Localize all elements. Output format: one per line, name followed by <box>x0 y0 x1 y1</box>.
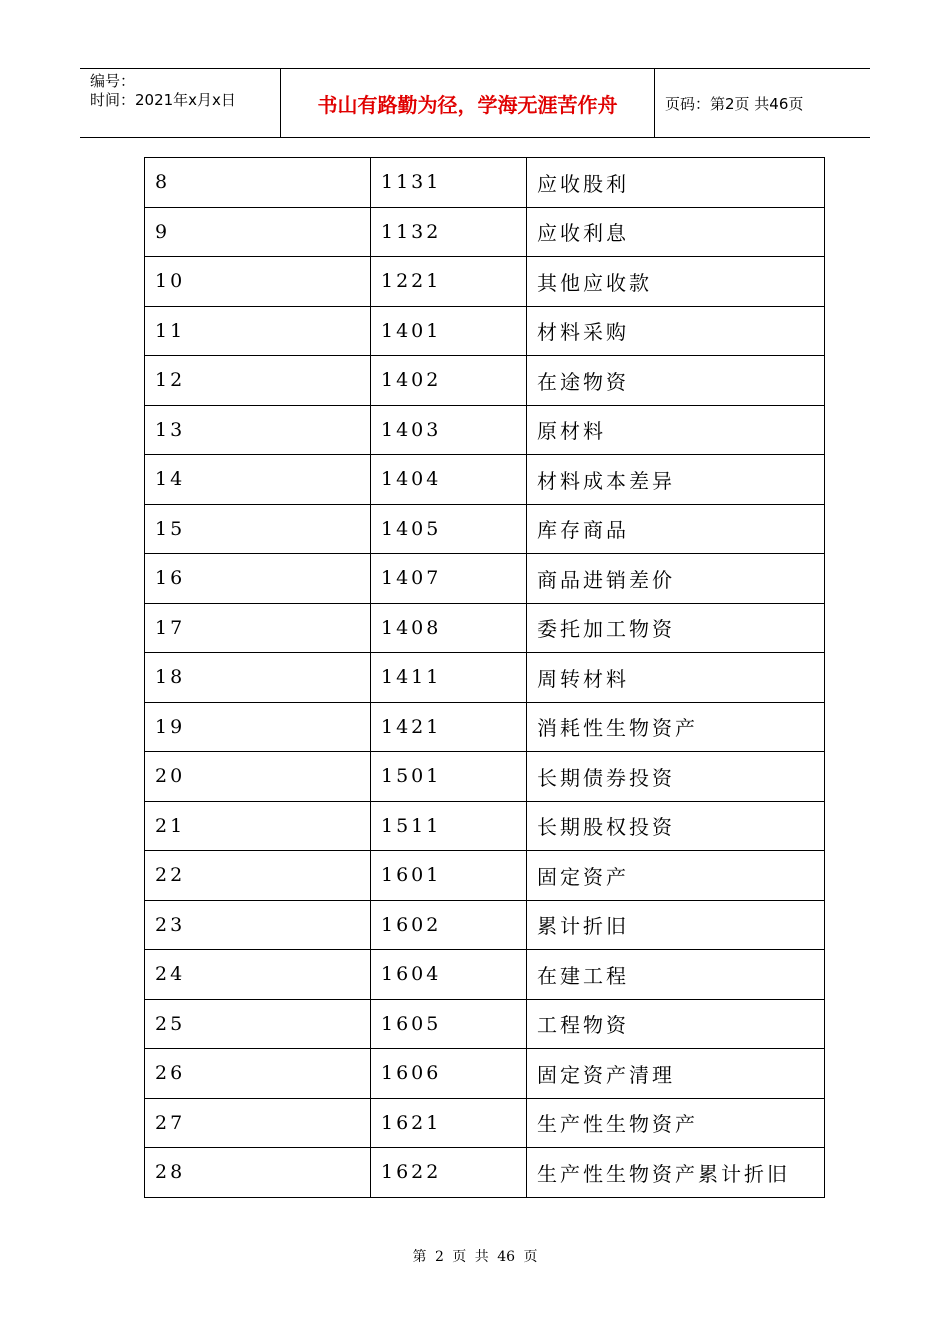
page-header <box>80 68 870 138</box>
row-number-cell: 10 <box>145 257 371 307</box>
row-number-cell: 17 <box>145 603 371 653</box>
table-row <box>145 158 825 208</box>
account-code-cell: 1407 <box>371 554 527 604</box>
account-name-cell: 周转材料 <box>527 653 825 703</box>
account-code-cell: 1621 <box>371 1098 527 1148</box>
account-name-cell: 材料成本差异 <box>527 455 825 505</box>
row-number-cell: 15 <box>145 504 371 554</box>
account-name-cell: 委托加工物资 <box>527 603 825 653</box>
table-row <box>145 1148 825 1198</box>
account-table <box>144 157 825 1198</box>
table-row <box>145 257 825 307</box>
account-name-cell: 长期股权投资 <box>527 801 825 851</box>
row-number-cell: 13 <box>145 405 371 455</box>
table-row <box>145 356 825 406</box>
account-name-cell: 固定资产 <box>527 851 825 901</box>
account-name-cell: 应收利息 <box>527 207 825 257</box>
row-number-cell: 11 <box>145 306 371 356</box>
table-row <box>145 801 825 851</box>
account-name-cell: 累计折旧 <box>527 900 825 950</box>
table-row <box>145 752 825 802</box>
account-code-cell: 1401 <box>371 306 527 356</box>
account-code-cell: 1408 <box>371 603 527 653</box>
table-row <box>145 1049 825 1099</box>
row-number-cell: 24 <box>145 950 371 1000</box>
table-row <box>145 603 825 653</box>
account-name-cell: 在建工程 <box>527 950 825 1000</box>
account-code-cell: 1421 <box>371 702 527 752</box>
account-code-cell: 1411 <box>371 653 527 703</box>
account-name-cell: 在途物资 <box>527 356 825 406</box>
account-name-cell: 材料采购 <box>527 306 825 356</box>
account-code-cell: 1606 <box>371 1049 527 1099</box>
account-code-cell: 1601 <box>371 851 527 901</box>
account-name-cell: 消耗性生物资产 <box>527 702 825 752</box>
table-row <box>145 207 825 257</box>
row-number-cell: 14 <box>145 455 371 505</box>
account-name-cell: 其他应收款 <box>527 257 825 307</box>
account-name-cell: 生产性生物资产累计折旧 <box>527 1148 825 1198</box>
account-code-cell: 1622 <box>371 1148 527 1198</box>
account-name-cell: 生产性生物资产 <box>527 1098 825 1148</box>
account-code-cell: 1132 <box>371 207 527 257</box>
account-name-cell: 原材料 <box>527 405 825 455</box>
header-meta <box>80 69 281 137</box>
table-row <box>145 306 825 356</box>
motto-text: 书山有路勤为径，学海无涯苦作舟 <box>317 92 618 117</box>
row-number-cell: 21 <box>145 801 371 851</box>
account-code-cell: 1604 <box>371 950 527 1000</box>
row-number-cell: 22 <box>145 851 371 901</box>
row-number-cell: 27 <box>145 1098 371 1148</box>
account-code-cell: 1405 <box>371 504 527 554</box>
header-page-cell <box>655 69 870 137</box>
account-name-cell: 商品进销差价 <box>527 554 825 604</box>
table-row <box>145 950 825 1000</box>
account-code-cell: 1403 <box>371 405 527 455</box>
account-name-cell: 应收股利 <box>527 158 825 208</box>
table-row <box>145 554 825 604</box>
row-number-cell: 26 <box>145 1049 371 1099</box>
table-row <box>145 504 825 554</box>
time-label: 时间：2021年x月x日 <box>90 91 236 109</box>
account-code-cell: 1501 <box>371 752 527 802</box>
account-code-cell: 1131 <box>371 158 527 208</box>
header-page-info: 页码：第2页 共46页 <box>665 94 804 113</box>
account-code-cell: 1602 <box>371 900 527 950</box>
page-footer: 第 2 页 共 46 页 <box>412 1249 538 1265</box>
row-number-cell: 28 <box>145 1148 371 1198</box>
table-row <box>145 851 825 901</box>
table-row <box>145 702 825 752</box>
row-number-cell: 25 <box>145 999 371 1049</box>
table-row <box>145 455 825 505</box>
table-row <box>145 653 825 703</box>
account-table-body <box>145 158 825 1198</box>
account-name-cell: 工程物资 <box>527 999 825 1049</box>
row-number-cell: 9 <box>145 207 371 257</box>
account-name-cell: 库存商品 <box>527 504 825 554</box>
row-number-cell: 20 <box>145 752 371 802</box>
row-number-cell: 16 <box>145 554 371 604</box>
account-code-cell: 1511 <box>371 801 527 851</box>
table-row <box>145 1098 825 1148</box>
account-code-cell: 1404 <box>371 455 527 505</box>
header-motto-cell <box>281 69 655 137</box>
account-name-cell: 长期债券投资 <box>527 752 825 802</box>
table-row <box>145 999 825 1049</box>
row-number-cell: 19 <box>145 702 371 752</box>
row-number-cell: 8 <box>145 158 371 208</box>
account-code-cell: 1402 <box>371 356 527 406</box>
account-code-cell: 1221 <box>371 257 527 307</box>
table-row <box>145 405 825 455</box>
account-code-cell: 1605 <box>371 999 527 1049</box>
row-number-cell: 23 <box>145 900 371 950</box>
account-name-cell: 固定资产清理 <box>527 1049 825 1099</box>
row-number-cell: 12 <box>145 356 371 406</box>
number-label: 编号： <box>90 72 136 90</box>
table-row <box>145 900 825 950</box>
row-number-cell: 18 <box>145 653 371 703</box>
